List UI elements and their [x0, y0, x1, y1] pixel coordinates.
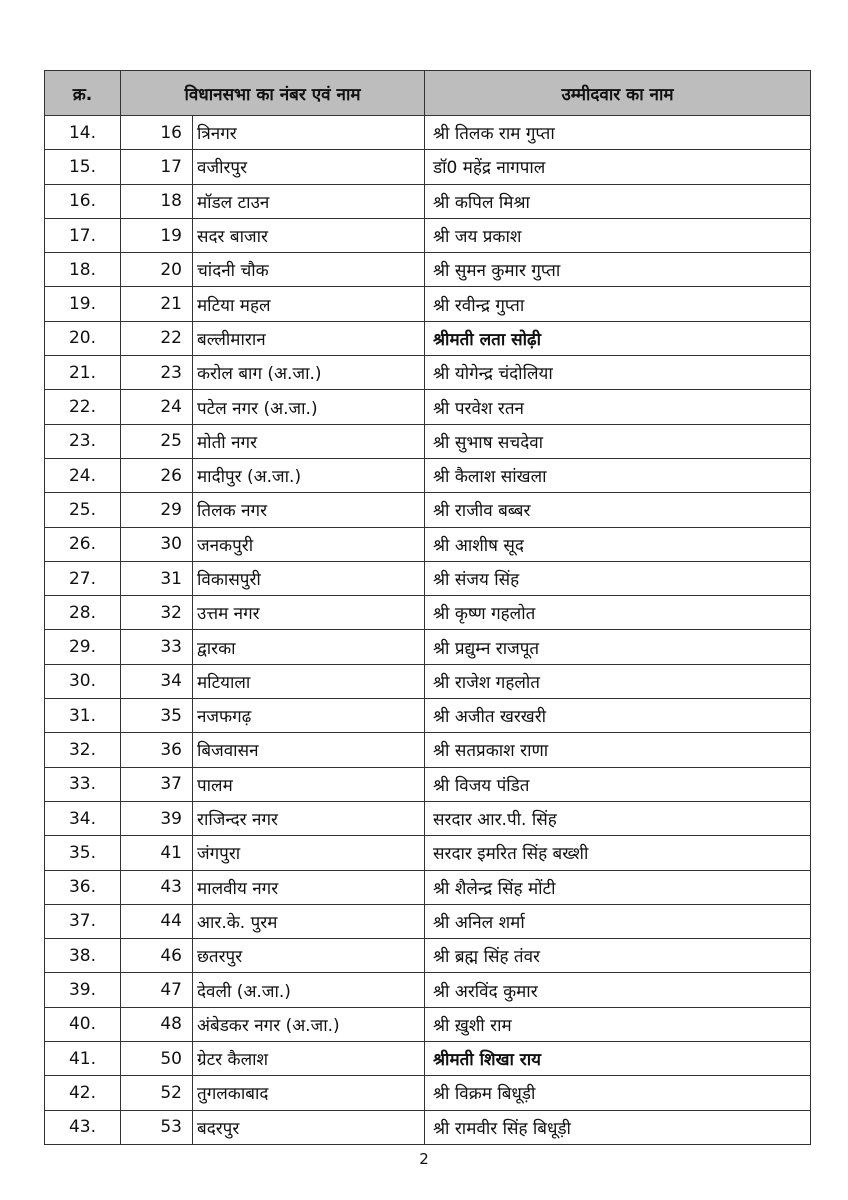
constituency-name-cell: पालम: [193, 767, 425, 801]
constituency-number-cell: 24: [121, 390, 193, 424]
constituency-number-cell: 33: [121, 630, 193, 664]
serial-number-cell: 15.: [45, 150, 121, 184]
serial-number-cell: 17.: [45, 218, 121, 252]
candidate-name-cell: श्री सुमन कुमार गुप्ता: [425, 253, 811, 287]
constituency-name-cell: पटेल नगर (अ.जा.): [193, 390, 425, 424]
constituency-number-cell: 31: [121, 561, 193, 595]
constituency-name-cell: बिजवासन: [193, 733, 425, 767]
constituency-number-cell: 16: [121, 116, 193, 150]
constituency-name-cell: बदरपुर: [193, 1110, 425, 1144]
constituency-name-cell: छतरपुर: [193, 939, 425, 973]
candidate-name-cell: श्रीमती शिखा राय: [425, 1042, 811, 1076]
serial-number-cell: 34.: [45, 801, 121, 835]
table-row: [45, 801, 811, 835]
table-row: [45, 1110, 811, 1144]
candidate-name-cell: डॉ0 महेंद्र नागपाल: [425, 150, 811, 184]
table-row: [45, 939, 811, 973]
constituency-number-cell: 48: [121, 1007, 193, 1041]
constituency-number-cell: 32: [121, 596, 193, 630]
constituency-name-cell: वजीरपुर: [193, 150, 425, 184]
candidate-name-cell: श्री कैलाश सांखला: [425, 458, 811, 492]
table-row: [45, 253, 811, 287]
serial-number-cell: 39.: [45, 973, 121, 1007]
candidate-name-cell: श्री परवेश रतन: [425, 390, 811, 424]
serial-number-cell: 37.: [45, 904, 121, 938]
table-row: [45, 664, 811, 698]
serial-number-cell: 16.: [45, 184, 121, 218]
constituency-number-cell: 52: [121, 1076, 193, 1110]
constituency-number-cell: 26: [121, 458, 193, 492]
table-body: [45, 116, 811, 1145]
table-row: [45, 561, 811, 595]
constituency-number-cell: 41: [121, 836, 193, 870]
candidate-table: [44, 70, 811, 1145]
candidate-name-cell: श्री ख़ुशी राम: [425, 1007, 811, 1041]
table-row: [45, 493, 811, 527]
constituency-name-cell: जनकपुरी: [193, 527, 425, 561]
header-serial: क्र.: [45, 71, 121, 116]
serial-number-cell: 28.: [45, 596, 121, 630]
serial-number-cell: 25.: [45, 493, 121, 527]
constituency-name-cell: विकासपुरी: [193, 561, 425, 595]
constituency-number-cell: 17: [121, 150, 193, 184]
table-row: [45, 596, 811, 630]
serial-number-cell: 32.: [45, 733, 121, 767]
serial-number-cell: 23.: [45, 424, 121, 458]
constituency-name-cell: बल्लीमारान: [193, 321, 425, 355]
table-row: [45, 218, 811, 252]
table-row: [45, 527, 811, 561]
constituency-number-cell: 46: [121, 939, 193, 973]
candidate-name-cell: श्री जय प्रकाश: [425, 218, 811, 252]
constituency-number-cell: 22: [121, 321, 193, 355]
table-row: [45, 150, 811, 184]
serial-number-cell: 20.: [45, 321, 121, 355]
constituency-number-cell: 37: [121, 767, 193, 801]
table-row: [45, 836, 811, 870]
serial-number-cell: 30.: [45, 664, 121, 698]
constituency-number-cell: 43: [121, 870, 193, 904]
table-header-row: [45, 71, 811, 116]
constituency-name-cell: त्रिनगर: [193, 116, 425, 150]
constituency-number-cell: 47: [121, 973, 193, 1007]
candidate-name-cell: सरदार आर.पी. सिंह: [425, 801, 811, 835]
constituency-name-cell: मटियाला: [193, 664, 425, 698]
serial-number-cell: 14.: [45, 116, 121, 150]
candidate-name-cell: श्री योगेन्द्र चंदोलिया: [425, 356, 811, 390]
serial-number-cell: 24.: [45, 458, 121, 492]
constituency-number-cell: 21: [121, 287, 193, 321]
constituency-number-cell: 39: [121, 801, 193, 835]
constituency-name-cell: नजफगढ़: [193, 699, 425, 733]
serial-number-cell: 38.: [45, 939, 121, 973]
table-row: [45, 321, 811, 355]
constituency-name-cell: मादीपुर (अ.जा.): [193, 458, 425, 492]
table-row: [45, 390, 811, 424]
table-row: [45, 699, 811, 733]
table-row: [45, 767, 811, 801]
table-row: [45, 424, 811, 458]
header-constituency: विधानसभा का नंबर एवं नाम: [121, 71, 425, 116]
constituency-name-cell: सदर बाजार: [193, 218, 425, 252]
serial-number-cell: 27.: [45, 561, 121, 595]
constituency-name-cell: आर.के. पुरम: [193, 904, 425, 938]
serial-number-cell: 19.: [45, 287, 121, 321]
candidate-name-cell: श्री कपिल मिश्रा: [425, 184, 811, 218]
candidate-name-cell: श्री विक्रम बिधूड़ी: [425, 1076, 811, 1110]
constituency-name-cell: उत्तम नगर: [193, 596, 425, 630]
serial-number-cell: 21.: [45, 356, 121, 390]
constituency-number-cell: 44: [121, 904, 193, 938]
table-row: [45, 116, 811, 150]
serial-number-cell: 26.: [45, 527, 121, 561]
serial-number-cell: 40.: [45, 1007, 121, 1041]
serial-number-cell: 31.: [45, 699, 121, 733]
candidate-name-cell: श्री सुभाष सचदेवा: [425, 424, 811, 458]
table-row: [45, 630, 811, 664]
constituency-name-cell: चांदनी चौक: [193, 253, 425, 287]
candidate-name-cell: श्री शैलेन्द्र सिंह मोंटी: [425, 870, 811, 904]
candidate-name-cell: श्री राजेश गहलोत: [425, 664, 811, 698]
candidate-name-cell: श्री सतप्रकाश राणा: [425, 733, 811, 767]
table-row: [45, 973, 811, 1007]
candidate-name-cell: श्री कृष्ण गहलोत: [425, 596, 811, 630]
constituency-number-cell: 36: [121, 733, 193, 767]
constituency-name-cell: देवली (अ.जा.): [193, 973, 425, 1007]
candidate-name-cell: श्री राजीव बब्बर: [425, 493, 811, 527]
serial-number-cell: 18.: [45, 253, 121, 287]
serial-number-cell: 29.: [45, 630, 121, 664]
table-row: [45, 1076, 811, 1110]
constituency-name-cell: अंबेडकर नगर (अ.जा.): [193, 1007, 425, 1041]
constituency-name-cell: तुगलकाबाद: [193, 1076, 425, 1110]
candidate-name-cell: श्री तिलक राम गुप्ता: [425, 116, 811, 150]
table-row: [45, 184, 811, 218]
table-row: [45, 904, 811, 938]
constituency-number-cell: 34: [121, 664, 193, 698]
page-number: 2: [419, 1150, 429, 1168]
constituency-number-cell: 25: [121, 424, 193, 458]
constituency-number-cell: 50: [121, 1042, 193, 1076]
constituency-number-cell: 29: [121, 493, 193, 527]
serial-number-cell: 41.: [45, 1042, 121, 1076]
constituency-name-cell: मालवीय नगर: [193, 870, 425, 904]
table-row: [45, 870, 811, 904]
serial-number-cell: 43.: [45, 1110, 121, 1144]
constituency-name-cell: मोती नगर: [193, 424, 425, 458]
candidate-name-cell: श्री अजीत खरखरी: [425, 699, 811, 733]
candidate-name-cell: श्री आशीष सूद: [425, 527, 811, 561]
candidate-name-cell: श्री विजय पंडित: [425, 767, 811, 801]
header-candidate: उम्मीदवार का नाम: [425, 71, 811, 116]
table-row: [45, 287, 811, 321]
candidate-name-cell: श्री अनिल शर्मा: [425, 904, 811, 938]
table-row: [45, 1007, 811, 1041]
candidate-name-cell: श्री प्रद्युम्न राजपूत: [425, 630, 811, 664]
constituency-number-cell: 23: [121, 356, 193, 390]
constituency-number-cell: 18: [121, 184, 193, 218]
serial-number-cell: 35.: [45, 836, 121, 870]
candidate-name-cell: श्री रामवीर सिंह बिधूड़ी: [425, 1110, 811, 1144]
table-row: [45, 356, 811, 390]
candidate-name-cell: श्री ब्रह्म सिंह तंवर: [425, 939, 811, 973]
constituency-name-cell: ग्रेटर कैलाश: [193, 1042, 425, 1076]
table-row: [45, 733, 811, 767]
constituency-number-cell: 53: [121, 1110, 193, 1144]
serial-number-cell: 36.: [45, 870, 121, 904]
candidate-name-cell: श्री अरविंद कुमार: [425, 973, 811, 1007]
serial-number-cell: 22.: [45, 390, 121, 424]
constituency-name-cell: राजिन्दर नगर: [193, 801, 425, 835]
serial-number-cell: 42.: [45, 1076, 121, 1110]
constituency-name-cell: करोल बाग (अ.जा.): [193, 356, 425, 390]
candidate-name-cell: श्री संजय सिंह: [425, 561, 811, 595]
constituency-number-cell: 19: [121, 218, 193, 252]
constituency-number-cell: 30: [121, 527, 193, 561]
constituency-number-cell: 20: [121, 253, 193, 287]
constituency-number-cell: 35: [121, 699, 193, 733]
constituency-name-cell: तिलक नगर: [193, 493, 425, 527]
table-row: [45, 1042, 811, 1076]
serial-number-cell: 33.: [45, 767, 121, 801]
candidate-name-cell: सरदार इमरित सिंह बख्शी: [425, 836, 811, 870]
candidate-name-cell: श्री रवीन्द्र गुप्ता: [425, 287, 811, 321]
table-row: [45, 458, 811, 492]
constituency-name-cell: मॉडल टाउन: [193, 184, 425, 218]
constituency-name-cell: मटिया महल: [193, 287, 425, 321]
candidate-name-cell: श्रीमती लता सोढ़ी: [425, 321, 811, 355]
constituency-name-cell: जंगपुरा: [193, 836, 425, 870]
constituency-name-cell: द्वारका: [193, 630, 425, 664]
